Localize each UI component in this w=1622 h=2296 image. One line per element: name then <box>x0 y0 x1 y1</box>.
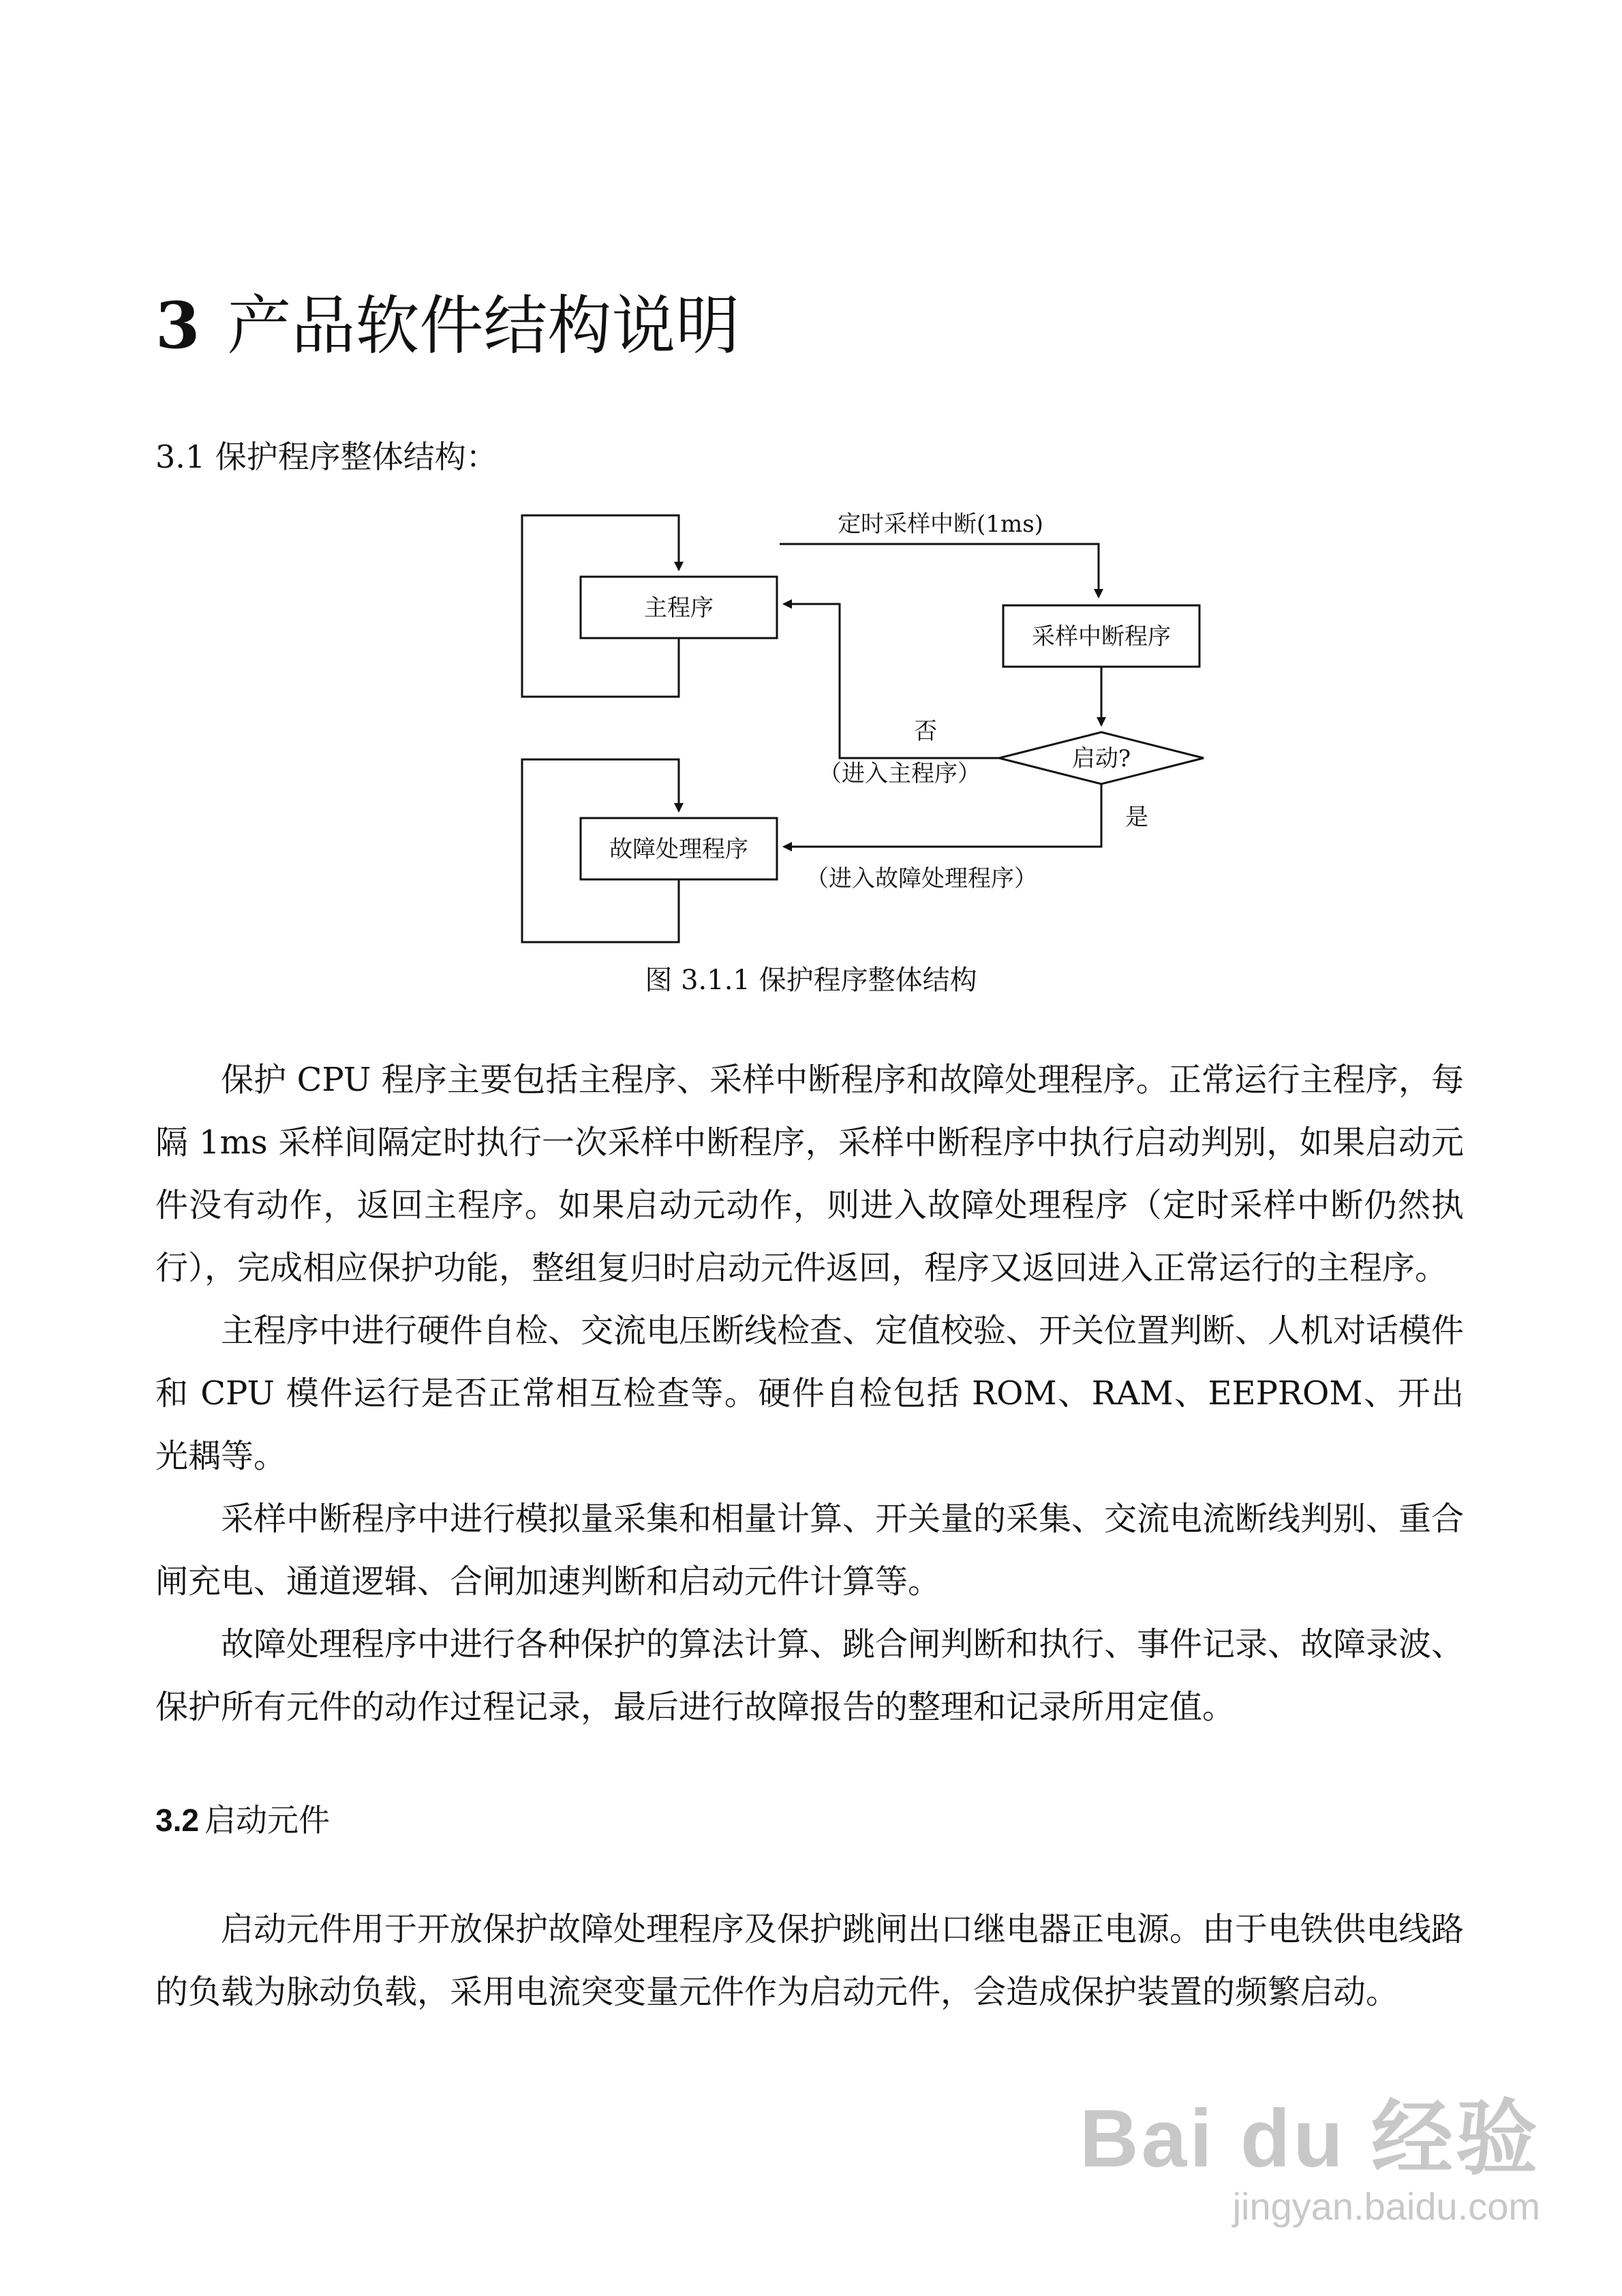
subsection-title: 启动元件 <box>204 1802 330 1839</box>
chapter-title-text: 产品软件结构说明 <box>227 289 740 363</box>
sampling-interrupt-label: 采样中断程序 <box>1032 623 1171 650</box>
figure-caption: 图 3.1.1 保护程序整体结构 <box>645 965 977 996</box>
body-paragraph: 故障处理程序中进行各种保护的算法计算、跳合闸判断和执行、事件记录、故障录波、保护所有元件的动作过程记录，最后进行故障报告的整理和记录所用定值。 <box>155 1625 1465 1726</box>
timer-interrupt-arrow <box>780 544 1099 597</box>
no-label: 否 <box>914 718 937 745</box>
no-action-label: （进入主程序） <box>818 760 981 787</box>
watermark-url: jingyan.baidu.com <box>1232 2185 1540 2228</box>
section-heading: 3.1 保护程序整体结构： <box>155 438 498 475</box>
body-paragraph: 保护 CPU 程序主要包括主程序、采样中断程序和故障处理程序。正常运行主程序，每隔 1ms 采样间隔定时执行一次采样中断程序，采样中断程序中执行启动判别，如果启动元件没有动作，返回主程序。如果启动元动作，则进入故障处理程序（定时采样中断仍然执行），完成相应保护功能，整组复归时启动元件返回，程序又返回进入正常运行的主程序。 <box>155 1061 1464 1287</box>
watermark-brand: Bai du 经验 <box>1079 2093 1540 2184</box>
subsection-number: 3.2 <box>155 1802 199 1838</box>
no-path-arrow <box>784 604 999 758</box>
flowchart <box>0 0 1622 968</box>
subsection-heading <box>155 1800 330 1841</box>
main-program-label: 主程序 <box>644 594 714 622</box>
body-paragraph: 采样中断程序中进行模拟量采集和相量计算、开关量的采集、交流电流断线判别、重合闸充电、通道逻辑、合闸加速判断和启动元件计算等。 <box>155 1500 1465 1601</box>
timer-interrupt-label: 定时采样中断(1ms) <box>838 511 1043 538</box>
start-decision-label: 启动? <box>1071 745 1131 772</box>
body-paragraph: 主程序中进行硬件自检、交流电压断线检查、定值校验、开关位置判断、人机对话模件和 CPU 模件运行是否正常相互检查等。硬件自检包括 ROM、RAM、EEPROM、开出光耦等。 <box>155 1312 1465 1475</box>
yes-path-arrow <box>784 784 1101 847</box>
yes-label: 是 <box>1125 804 1148 831</box>
subsection-paragraph: 启动元件用于开放保护故障处理程序及保护跳闸出口继电器正电源。由于电铁供电线路的负载为脉动负载，采用电流突变量元件作为启动元件，会造成保护装置的频繁启动。 <box>155 1910 1465 2011</box>
chapter-number: 3 <box>155 288 200 363</box>
watermark <box>1080 2094 1540 2231</box>
fault-handler-label: 故障处理程序 <box>609 836 748 863</box>
yes-action-label: （进入故障处理程序） <box>806 865 1037 892</box>
